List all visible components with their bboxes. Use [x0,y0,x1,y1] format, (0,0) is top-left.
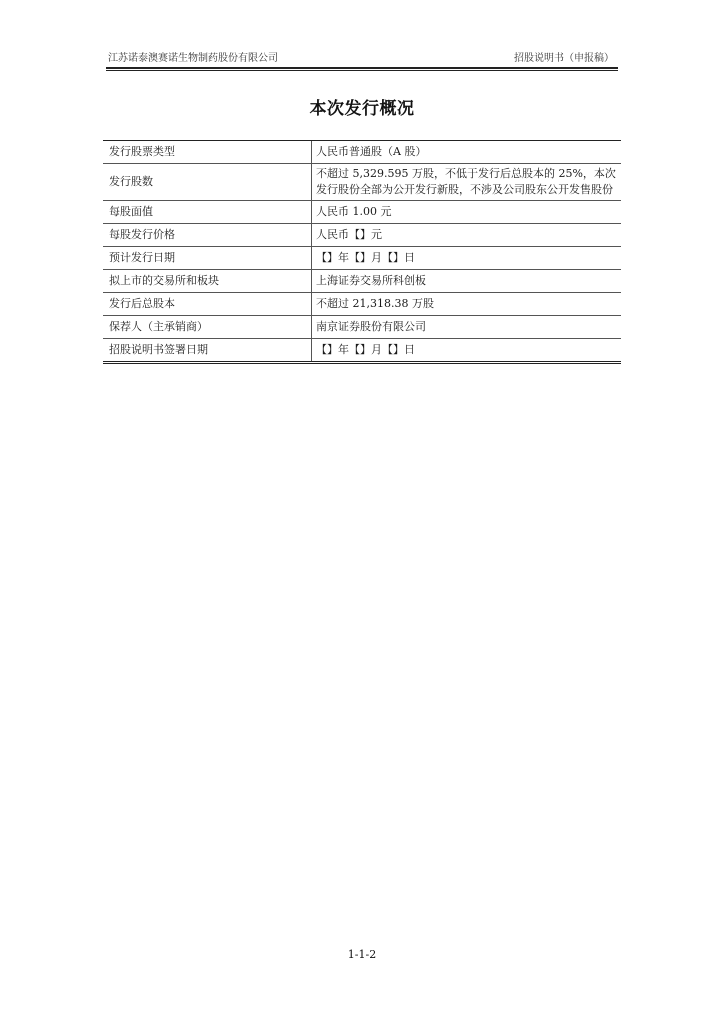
table-row [103,201,621,224]
row-label: 每股面值 [103,201,312,224]
row-label: 发行后总股本 [103,293,312,316]
row-value: 【】年【】月【】日 [312,339,622,363]
row-value: 不超过 21,318.38 万股 [312,293,622,316]
header-document-type: 招股说明书（申报稿） [514,53,614,64]
header-company-name: 江苏诺泰澳赛诺生物制药股份有限公司 [108,53,278,64]
table-row [103,270,621,293]
row-value: 不超过 5,329.595 万股，不低于发行后总股本的 25%，本次发行股份全部为公开发行新股，不涉及公司股东公开发售股份 [312,164,622,201]
row-label: 保荐人（主承销商） [103,316,312,339]
row-value: 人民币普通股（A 股） [312,141,622,164]
header-rule [106,67,618,69]
table-row [103,339,621,363]
header-rule-thin [106,70,618,71]
table-row [103,316,621,339]
page-title: 本次发行概况 [309,99,415,119]
table-row [103,247,621,270]
offering-summary-table [103,140,621,364]
row-value: 人民币【】元 [312,224,622,247]
row-value: 【】年【】月【】日 [312,247,622,270]
row-label: 拟上市的交易所和板块 [103,270,312,293]
table-row [103,293,621,316]
row-label: 发行股票类型 [103,141,312,164]
row-label: 发行股数 [103,164,312,201]
row-label: 招股说明书签署日期 [103,339,312,363]
row-label: 每股发行价格 [103,224,312,247]
row-value: 南京证券股份有限公司 [312,316,622,339]
row-value: 人民币 1.00 元 [312,201,622,224]
row-value: 上海证券交易所科创板 [312,270,622,293]
table-row [103,164,621,201]
table-row [103,224,621,247]
page-header [106,52,618,68]
row-label: 预计发行日期 [103,247,312,270]
table-row [103,141,621,164]
page-number: 1-1-2 [347,948,377,961]
